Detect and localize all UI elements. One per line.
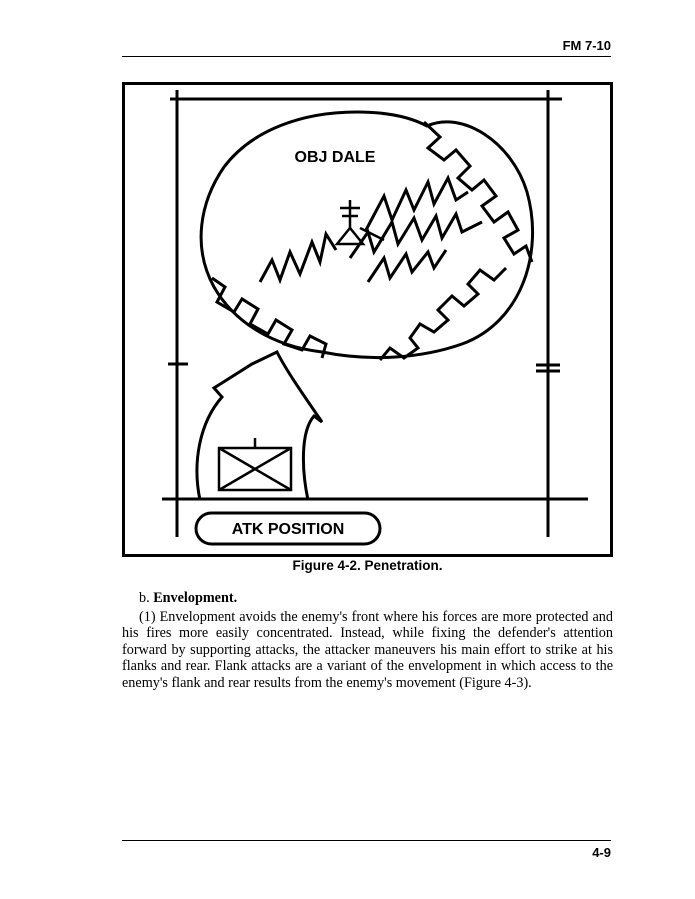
- page-number: 4-9: [592, 845, 611, 860]
- enemy-trench-bottom: [380, 268, 506, 360]
- attack-position-label: ATK POSITION: [231, 521, 345, 538]
- figure-caption: Figure 4-2. Penetration.: [292, 558, 443, 573]
- penetration-diagram: [122, 82, 613, 557]
- penetration-zigzag-inner: [368, 250, 446, 282]
- section-title: Envelopment.: [153, 590, 238, 606]
- footer-rule: [122, 840, 611, 841]
- envelopment-paragraph: (1) Envelopment avoids the enemy's front where his forces are more protected and his fires more easily concentrated. Instead, while fixing the defender's attention forward by supporting attacks, the attacker maneuvers his main effort to strike at his flanks and rear. Flank attacks are a variant of the envelopment in which access to the enemy's flank and rear results from the enemy's movement (Figure 4-3).: [122, 608, 613, 691]
- penetration-zigzag-upper: [260, 234, 336, 282]
- header-rule: [122, 56, 611, 57]
- section-heading: [139, 590, 613, 607]
- enemy-trench-left: [212, 278, 326, 358]
- manual-id: FM 7-10: [562, 38, 611, 53]
- friendly-unit-icon: [219, 438, 291, 490]
- objective-label: OBJ DALE: [294, 149, 376, 166]
- envelopment-section: [122, 590, 613, 692]
- attack-arrow: [197, 352, 322, 500]
- section-letter: b.: [139, 590, 150, 606]
